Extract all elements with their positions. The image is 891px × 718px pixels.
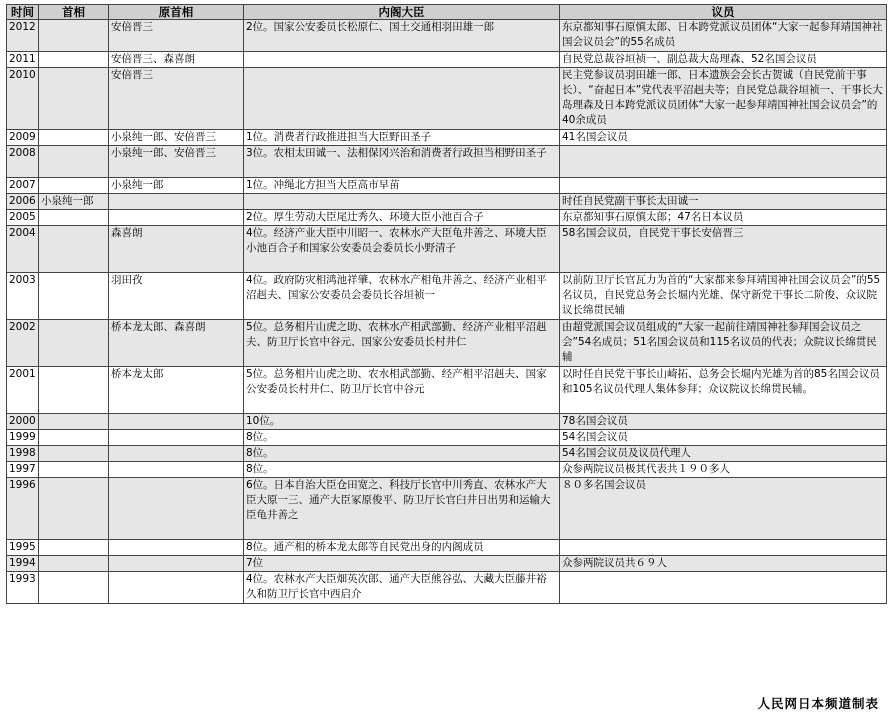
- table-row: [7, 210, 887, 226]
- cell-year: 2006: [7, 194, 39, 210]
- cell-year: 2003: [7, 273, 39, 320]
- cell-year: 2012: [7, 20, 39, 52]
- cell-cabinet-ministers: 1位。消费者行政推进担当大臣野田圣子: [244, 130, 560, 146]
- cell-parliament-members: 自民党总裁谷垣祯一、副总裁大岛理森、52名国会议员: [560, 52, 887, 68]
- cell-year: 2009: [7, 130, 39, 146]
- cell-prime-minister: [39, 210, 109, 226]
- table-row: [7, 52, 887, 68]
- cell-former-prime-minister: [109, 572, 244, 604]
- table-row: [7, 462, 887, 478]
- cell-former-prime-minister: 安倍晋三: [109, 68, 244, 130]
- cell-cabinet-ministers: [244, 68, 560, 130]
- cell-prime-minister: [39, 52, 109, 68]
- cell-year: 1994: [7, 556, 39, 572]
- cell-prime-minister: [39, 273, 109, 320]
- cell-parliament-members: ８０多名国会议员: [560, 478, 887, 540]
- cell-year: 1996: [7, 478, 39, 540]
- cell-former-prime-minister: 羽田孜: [109, 273, 244, 320]
- cell-cabinet-ministers: 8位。: [244, 462, 560, 478]
- cell-parliament-members: 以时任自民党干事长山崎拓、总务会长堀内光雄为首的85名国会议员和105名议员代理人集体参拜；众议院议长绵贯民辅。: [560, 367, 887, 414]
- cell-parliament-members: 41名国会议员: [560, 130, 887, 146]
- table-row: [7, 178, 887, 194]
- cell-prime-minister: [39, 226, 109, 273]
- cell-cabinet-ministers: 5位。总务相片山虎之助、农林水产相武部勤、经济产业相平沼赳夫、防卫厅长官中谷元、国家公安委员长村井仁: [244, 320, 560, 367]
- table-row: [7, 478, 887, 540]
- cell-former-prime-minister: 桥本龙太郎、森喜朗: [109, 320, 244, 367]
- table-row: [7, 226, 887, 273]
- cell-former-prime-minister: 安倍晋三: [109, 20, 244, 52]
- table-row: [7, 572, 887, 604]
- yasukuni-visits-table: [6, 4, 887, 604]
- cell-former-prime-minister: 安倍晋三、森喜朗: [109, 52, 244, 68]
- cell-cabinet-ministers: 7位: [244, 556, 560, 572]
- cell-cabinet-ministers: 8位。通产相的桥本龙太郎等自民党出身的内阁成员: [244, 540, 560, 556]
- cell-cabinet-ministers: 6位。日本自治大臣仓田宽之、科技厅长官中川秀直、农林水产大臣大原一三、通产大臣冢原俊平、防卫厅长官臼井日出男和运输大臣龟井善之: [244, 478, 560, 540]
- cell-parliament-members: [560, 178, 887, 194]
- table-row: [7, 68, 887, 130]
- cell-parliament-members: 众参两院议员共６９人: [560, 556, 887, 572]
- cell-year: 2007: [7, 178, 39, 194]
- cell-cabinet-ministers: 4位。农林水产大臣畑英次郎、通产大臣熊谷弘、大藏大臣藤井裕久和防卫厅长官中西启介: [244, 572, 560, 604]
- cell-former-prime-minister: [109, 210, 244, 226]
- table-row: [7, 367, 887, 414]
- table-row: [7, 540, 887, 556]
- cell-cabinet-ministers: [244, 52, 560, 68]
- table-row: [7, 194, 887, 210]
- cell-year: 1993: [7, 572, 39, 604]
- cell-former-prime-minister: [109, 478, 244, 540]
- cell-prime-minister: [39, 572, 109, 604]
- source-credit: 人民网日本频道制表: [757, 696, 879, 711]
- cell-prime-minister: [39, 462, 109, 478]
- cell-former-prime-minister: 小泉纯一郎、安倍晋三: [109, 130, 244, 146]
- cell-cabinet-ministers: 10位。: [244, 414, 560, 430]
- cell-former-prime-minister: [109, 414, 244, 430]
- cell-cabinet-ministers: 4位。政府防灾相鸿池祥肇、农林水产相龟井善之、经济产业相平沼赳夫、国家公安委员会委员长谷垣祯一: [244, 273, 560, 320]
- table-row: [7, 146, 887, 178]
- cell-year: 1999: [7, 430, 39, 446]
- cell-cabinet-ministers: 3位。农相太田诚一、法相保冈兴治和消费者行政担当相野田圣子: [244, 146, 560, 178]
- table-row: [7, 273, 887, 320]
- yasukuni-visits-table-wrapper: [6, 4, 887, 604]
- cell-parliament-members: 54名国会议员: [560, 430, 887, 446]
- header-prime-minister: 首相: [39, 5, 109, 20]
- cell-prime-minister: [39, 540, 109, 556]
- table-row: [7, 556, 887, 572]
- cell-parliament-members: 58名国会议员，自民党干事长安倍晋三: [560, 226, 887, 273]
- header-cabinet-ministers: 内阁大臣: [244, 5, 560, 20]
- cell-former-prime-minister: 森喜朗: [109, 226, 244, 273]
- cell-parliament-members: [560, 146, 887, 178]
- cell-parliament-members: [560, 572, 887, 604]
- cell-former-prime-minister: [109, 556, 244, 572]
- cell-cabinet-ministers: 4位。经济产业大臣中川昭一、农林水产大臣龟井善之、环境大臣小池百合子和国家公安委员会委员长小野清子: [244, 226, 560, 273]
- cell-prime-minister: 小泉纯一郎: [39, 194, 109, 210]
- cell-parliament-members: 民主党参议员羽田雄一郎、日本遗族会会长古贺诚（自民党前干事长）、“奋起日本”党代表平沼赳夫等；自民党总裁谷垣祯一、干事长大岛理森及日本跨党派议员团体“大家一起参拜靖国神社国会议员会”的40余成员: [560, 68, 887, 130]
- cell-parliament-members: 东京都知事石原慎太郎、日本跨党派议员团体“大家一起参拜靖国神社国会议员会”的55名成员: [560, 20, 887, 52]
- cell-year: 2011: [7, 52, 39, 68]
- cell-former-prime-minister: [109, 446, 244, 462]
- cell-year: 1995: [7, 540, 39, 556]
- cell-parliament-members: 众参两院议员极其代表共１９０多人: [560, 462, 887, 478]
- cell-prime-minister: [39, 414, 109, 430]
- cell-year: 2004: [7, 226, 39, 273]
- header-former-prime-minister: 原首相: [109, 5, 244, 20]
- cell-former-prime-minister: 小泉纯一郎: [109, 178, 244, 194]
- cell-parliament-members: 以前防卫厅长官瓦力为首的“大家都来参拜靖国神社国会议员会”的55名议员，自民党总务会长堀内光雄、保守新党干事长二阶俊、众议院议长绵贯民辅: [560, 273, 887, 320]
- cell-prime-minister: [39, 68, 109, 130]
- cell-cabinet-ministers: 5位。总务相片山虎之助、农水相武部勤、经产相平沼赳夫、国家公安委员长村井仁、防卫厅长官中谷元: [244, 367, 560, 414]
- header-row: [7, 5, 887, 20]
- cell-former-prime-minister: [109, 430, 244, 446]
- cell-parliament-members: 东京都知事石原慎太郎；47名日本议员: [560, 210, 887, 226]
- cell-former-prime-minister: 小泉纯一郎、安倍晋三: [109, 146, 244, 178]
- cell-former-prime-minister: [109, 462, 244, 478]
- cell-former-prime-minister: [109, 194, 244, 210]
- cell-cabinet-ministers: 8位。: [244, 430, 560, 446]
- cell-parliament-members: 时任自民党副干事长太田诚一: [560, 194, 887, 210]
- cell-year: 2010: [7, 68, 39, 130]
- header-year: 时间: [7, 5, 39, 20]
- cell-cabinet-ministers: [244, 194, 560, 210]
- cell-parliament-members: 由超党派国会议员组成的“大家一起前往靖国神社参拜国会议员之会”54名成员；51名国会议员和115名议员的代表；众院议长绵贯民辅: [560, 320, 887, 367]
- cell-former-prime-minister: [109, 540, 244, 556]
- cell-cabinet-ministers: 2位。国家公安委员长松原仁、国土交通相羽田雄一郎: [244, 20, 560, 52]
- cell-parliament-members: 54名国会议员及议员代理人: [560, 446, 887, 462]
- table-row: [7, 430, 887, 446]
- cell-prime-minister: [39, 178, 109, 194]
- cell-prime-minister: [39, 146, 109, 178]
- cell-year: 2000: [7, 414, 39, 430]
- table-row: [7, 320, 887, 367]
- cell-prime-minister: [39, 367, 109, 414]
- cell-year: 2002: [7, 320, 39, 367]
- header-parliament-members: 议员: [560, 5, 887, 20]
- cell-year: 2008: [7, 146, 39, 178]
- cell-prime-minister: [39, 20, 109, 52]
- cell-prime-minister: [39, 130, 109, 146]
- cell-year: 2001: [7, 367, 39, 414]
- cell-former-prime-minister: 桥本龙太郎: [109, 367, 244, 414]
- cell-year: 1997: [7, 462, 39, 478]
- cell-cabinet-ministers: 1位。冲绳北方担当大臣高市早苗: [244, 178, 560, 194]
- table-row: [7, 414, 887, 430]
- table-row: [7, 446, 887, 462]
- cell-prime-minister: [39, 478, 109, 540]
- cell-prime-minister: [39, 320, 109, 367]
- cell-prime-minister: [39, 430, 109, 446]
- cell-cabinet-ministers: 2位。厚生劳动大臣尾辻秀久、环境大臣小池百合子: [244, 210, 560, 226]
- cell-cabinet-ministers: 8位。: [244, 446, 560, 462]
- table-row: [7, 20, 887, 52]
- cell-parliament-members: 78名国会议员: [560, 414, 887, 430]
- cell-year: 2005: [7, 210, 39, 226]
- cell-parliament-members: [560, 540, 887, 556]
- table-row: [7, 130, 887, 146]
- cell-prime-minister: [39, 446, 109, 462]
- table-body: [7, 20, 887, 604]
- cell-prime-minister: [39, 556, 109, 572]
- cell-year: 1998: [7, 446, 39, 462]
